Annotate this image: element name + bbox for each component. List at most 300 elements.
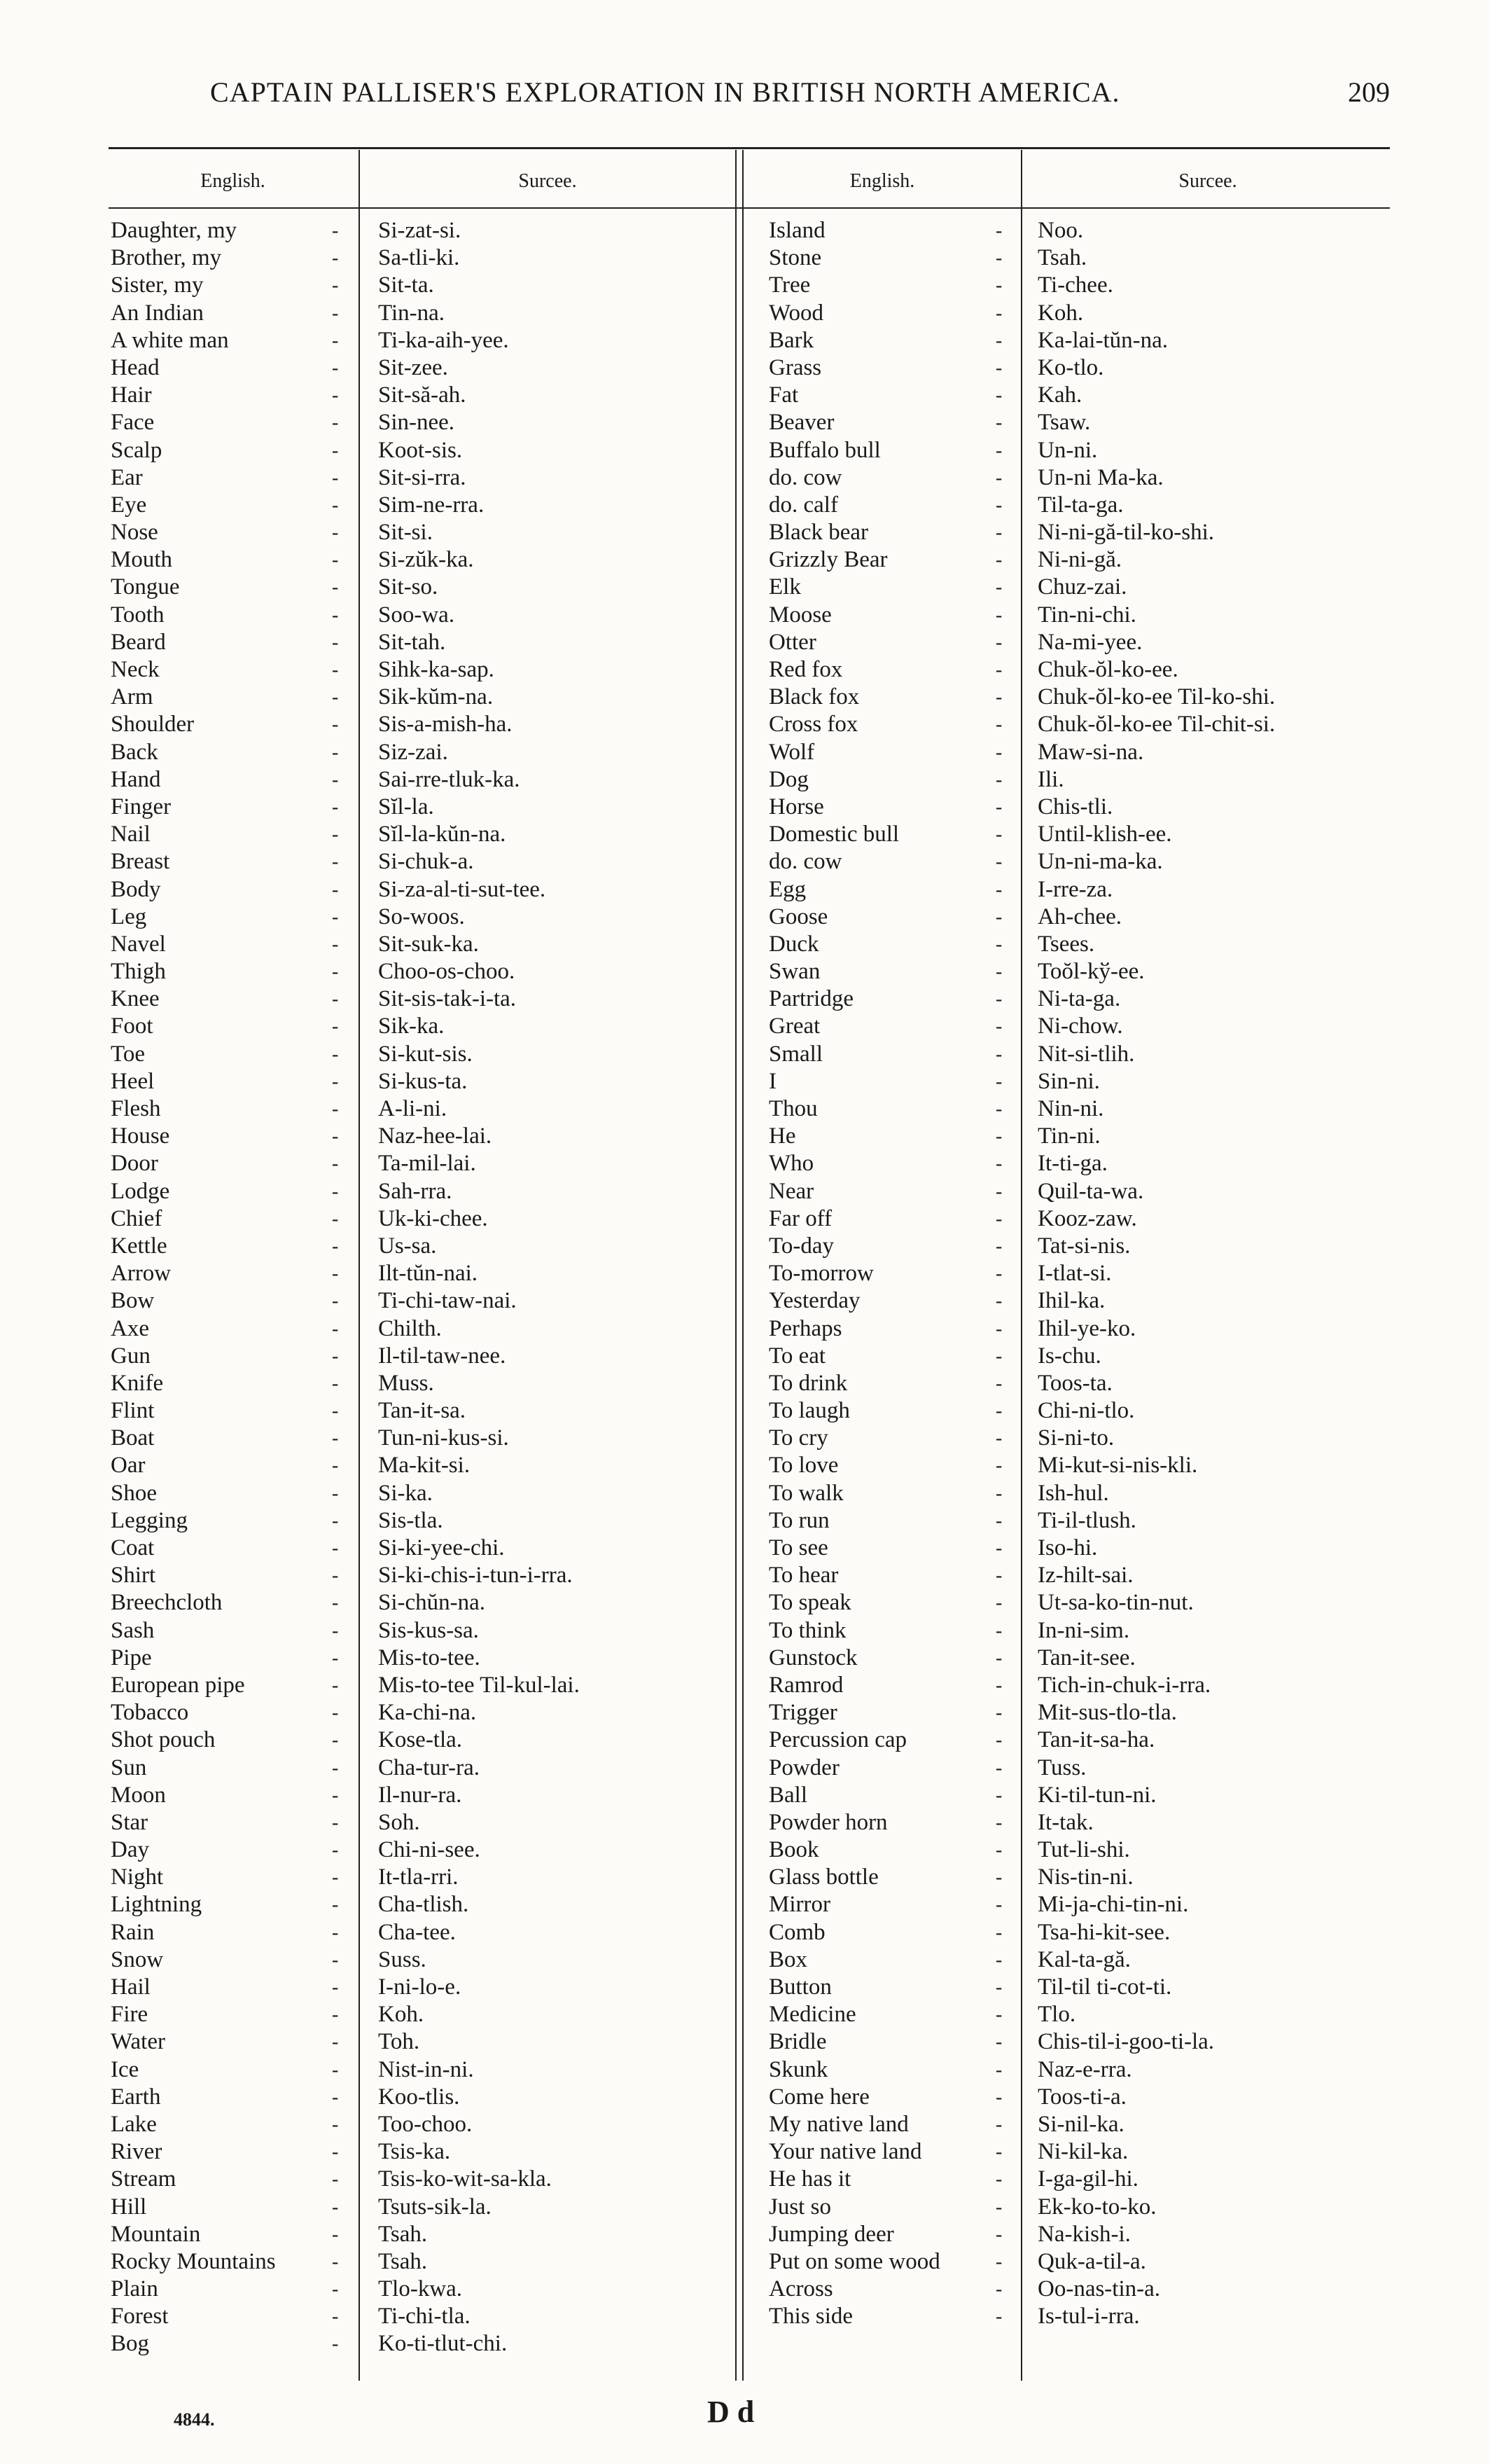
surcee-word: Tsees.: [1038, 931, 1095, 957]
leader-dash: -: [332, 1702, 339, 1724]
surcee-word: Si-kus-ta.: [378, 1068, 468, 1094]
leader-dash: -: [996, 1180, 1003, 1203]
vocabulary-row: [769, 354, 1392, 382]
leader-dash: -: [996, 275, 1003, 297]
surcee-word: Oo-nas-tin-a.: [1038, 2276, 1161, 2302]
surcee-word: Sihk-ka-sap.: [378, 657, 494, 682]
surcee-word: Ihil-ka.: [1038, 1288, 1106, 1314]
english-word: To love: [769, 1453, 839, 1479]
leader-dash: -: [332, 851, 339, 873]
surcee-word: So-woos.: [378, 904, 465, 929]
leader-dash: -: [996, 2113, 1003, 2136]
vocabulary-row: [769, 1589, 1392, 1617]
vocabulary-row: [769, 958, 1392, 985]
surcee-word: Choo-os-choo.: [378, 959, 515, 985]
vocabulary-row: [111, 739, 727, 766]
english-word: Bow: [111, 1288, 155, 1314]
vocabulary-row: [111, 1836, 727, 1864]
leader-dash: -: [332, 604, 339, 626]
english-word: To-day: [769, 1233, 834, 1259]
english-word: Moon: [111, 1782, 166, 1808]
vocabulary-row: [769, 464, 1392, 492]
leader-dash: -: [332, 247, 339, 270]
surcee-word: Si-ni-to.: [1038, 1425, 1115, 1451]
leader-dash: -: [332, 1207, 339, 1230]
column-header-english-left: English.: [200, 170, 265, 192]
vocabulary-row: [769, 1782, 1392, 1809]
english-word: Rocky Mountains: [111, 2248, 276, 2274]
leader-dash: -: [332, 1592, 339, 1614]
leader-dash: -: [996, 2004, 1003, 2026]
surcee-word: Tsah.: [378, 2248, 428, 2274]
vocabulary-row: [111, 848, 727, 875]
leader-dash: -: [332, 1729, 339, 1752]
surcee-word: Sĭl-la.: [378, 794, 434, 819]
english-word: Hand: [111, 766, 161, 792]
surcee-word: Ki-til-tun-ni.: [1038, 1782, 1157, 1808]
leader-dash: -: [996, 1867, 1003, 1889]
leader-dash: -: [332, 1400, 339, 1423]
leader-dash: -: [332, 988, 339, 1011]
surcee-word: Nis-tin-ni.: [1038, 1864, 1134, 1890]
surcee-word: Sit-zee.: [378, 354, 448, 380]
surcee-word: Kal-ta-gă.: [1038, 1946, 1131, 1972]
english-word: Bridle: [769, 2029, 827, 2055]
leader-dash: -: [332, 2168, 339, 2191]
vocabulary-row: [111, 2138, 727, 2166]
surcee-word: Sin-ni.: [1038, 1068, 1100, 1094]
english-word: Day: [111, 1837, 149, 1863]
vocabulary-row: [111, 437, 727, 464]
vocabulary-row: [111, 327, 727, 354]
header-rule: [109, 207, 1390, 209]
leader-dash: -: [332, 466, 339, 489]
english-word: To eat: [769, 1343, 826, 1369]
english-word: To walk: [769, 1480, 844, 1506]
vocabulary-row: [769, 821, 1392, 848]
surcee-word: Cha-tur-ra.: [378, 1754, 480, 1780]
surcee-word: It-tak.: [1038, 1809, 1094, 1835]
surcee-word: Ko-ti-tlut-chi.: [378, 2331, 508, 2357]
surcee-word: Sit-suk-ka.: [378, 931, 479, 957]
vocabulary-row: [769, 1123, 1392, 1150]
vocabulary-row: [111, 492, 727, 519]
leader-dash: -: [332, 1565, 339, 1587]
surcee-word: Sis-tla.: [378, 1507, 443, 1533]
vocabulary-row: [111, 1864, 727, 1891]
surcee-word: Tsis-ko-wit-sa-kla.: [378, 2166, 552, 2192]
surcee-word: Sa-tli-ki.: [378, 245, 460, 271]
english-word: Fat: [769, 382, 799, 408]
surcee-word: Il-nur-ra.: [378, 1782, 462, 1808]
vocabulary-row: [769, 1974, 1392, 2001]
surcee-word: Tsis-ka.: [378, 2139, 451, 2165]
english-word: Moose: [769, 602, 832, 628]
english-word: Button: [769, 1974, 832, 2000]
leader-dash: -: [332, 2031, 339, 2054]
leader-dash: -: [996, 1070, 1003, 1093]
vocabulary-row: [111, 382, 727, 409]
vocabulary-row: [111, 1645, 727, 1672]
surcee-word: Ti-il-tlush.: [1038, 1507, 1136, 1533]
english-word: Knee: [111, 986, 160, 1012]
english-word: Yesterday: [769, 1288, 861, 1314]
english-word: Sister, my: [111, 272, 204, 298]
leader-dash: -: [996, 1317, 1003, 1340]
english-word: Powder horn: [769, 1809, 888, 1835]
surcee-word: Tun-ni-kus-si.: [378, 1425, 509, 1451]
vocabulary-row: [111, 1013, 727, 1040]
vocabulary-row: [111, 2001, 727, 2028]
english-word: Sash: [111, 1617, 155, 1643]
surcee-word: Si-nil-ka.: [1038, 2111, 1125, 2137]
english-word: do. cow: [769, 849, 842, 875]
english-word: Forest: [111, 2304, 169, 2330]
vocabulary-row: [769, 1507, 1392, 1535]
surcee-word: Too-choo.: [378, 2111, 473, 2137]
english-word: Earth: [111, 2084, 161, 2110]
vocabulary-row: [111, 1095, 727, 1123]
english-word: Legging: [111, 1507, 188, 1533]
leader-dash: -: [996, 2278, 1003, 2301]
surcee-word: Il-til-taw-nee.: [378, 1343, 506, 1369]
english-word: To-morrow: [769, 1261, 874, 1287]
surcee-word: Koo-tlis.: [378, 2084, 460, 2110]
english-word: To cry: [769, 1425, 828, 1451]
leader-dash: -: [996, 1455, 1003, 1477]
leader-dash: -: [996, 1400, 1003, 1423]
leader-dash: -: [332, 1345, 339, 1367]
vocabulary-row: [111, 2028, 727, 2056]
english-word: Snow: [111, 1946, 164, 1972]
leader-dash: -: [996, 1098, 1003, 1120]
surcee-word: Cha-tee.: [378, 1919, 456, 1945]
english-word: Powder: [769, 1754, 840, 1780]
english-word: Who: [769, 1151, 814, 1177]
surcee-word: Chi-ni-see.: [378, 1837, 480, 1863]
vocabulary-row: [769, 711, 1392, 738]
leader-dash: -: [332, 1263, 339, 1285]
leader-dash: -: [332, 1180, 339, 1203]
leader-dash: -: [332, 2278, 339, 2301]
vocabulary-row: [111, 244, 727, 272]
english-word: To speak: [769, 1590, 851, 1616]
english-word: Elk: [769, 574, 801, 600]
leader-dash: -: [996, 2031, 1003, 2054]
surcee-word: Quk-a-til-a.: [1038, 2248, 1146, 2274]
vocabulary-row: [769, 2028, 1392, 2056]
surcee-word: Ko-tlo.: [1038, 354, 1104, 380]
vocabulary-row: [111, 1617, 727, 1645]
surcee-word: Chis-til-i-goo-ti-la.: [1038, 2029, 1215, 2055]
vocabulary-row: [769, 2056, 1392, 2084]
signature-mark: D d: [707, 2395, 755, 2429]
leader-dash: -: [996, 549, 1003, 572]
english-word: Partridge: [769, 986, 854, 1012]
english-word: Head: [111, 354, 160, 380]
vocabulary-row: [111, 1507, 727, 1535]
surcee-word: Iz-hilt-sai.: [1038, 1563, 1134, 1589]
surcee-word: Koh.: [378, 2002, 424, 2028]
english-word: Navel: [111, 931, 166, 957]
english-word: Neck: [111, 657, 160, 682]
leader-dash: -: [996, 2086, 1003, 2108]
surcee-word: Sĭl-la-kŭn-na.: [378, 822, 506, 847]
leader-dash: -: [332, 1098, 339, 1120]
english-word: To hear: [769, 1563, 839, 1589]
leader-dash: -: [332, 439, 339, 462]
surcee-word: Naz-hee-lai.: [378, 1123, 492, 1149]
leader-dash: -: [996, 522, 1003, 544]
vocabulary-row: [769, 1452, 1392, 1479]
leader-dash: -: [332, 714, 339, 736]
english-word: To think: [769, 1617, 847, 1643]
leader-dash: -: [996, 220, 1003, 242]
vocabulary-row: [111, 711, 727, 738]
english-word: Medicine: [769, 2002, 856, 2028]
vocabulary-row: [111, 684, 727, 711]
english-word: Perhaps: [769, 1315, 842, 1341]
surcee-word: Til-til ti-cot-ti.: [1038, 1974, 1172, 2000]
leader-dash: -: [332, 2333, 339, 2355]
leader-dash: -: [996, 1207, 1003, 1230]
leader-dash: -: [996, 412, 1003, 434]
vocabulary-row: [769, 382, 1392, 409]
vocabulary-row: [769, 1150, 1392, 1177]
english-word: Thigh: [111, 959, 166, 985]
english-word: I: [769, 1068, 777, 1094]
vocabulary-row: [769, 437, 1392, 464]
vocabulary-row: [769, 1754, 1392, 1782]
english-word: Brother, my: [111, 245, 222, 271]
english-word: Ball: [769, 1782, 807, 1808]
leader-dash: -: [332, 933, 339, 955]
english-word: Your native land: [769, 2139, 922, 2165]
leader-dash: -: [996, 1537, 1003, 1559]
english-word: Ice: [111, 2056, 139, 2082]
english-word: Stone: [769, 245, 822, 271]
vocabulary-row: [769, 876, 1392, 904]
english-word: Come here: [769, 2084, 870, 2110]
vocabulary-row: [769, 1809, 1392, 1836]
leader-dash: -: [996, 1565, 1003, 1587]
surcee-word: Sit-sis-tak-i-ta.: [378, 986, 517, 1012]
surcee-word: Ka-lai-tŭn-na.: [1038, 327, 1168, 353]
vocabulary-row: [111, 2056, 727, 2084]
leader-dash: -: [332, 686, 339, 709]
surcee-word: Un-ni Ma-ka.: [1038, 464, 1164, 490]
leader-dash: -: [996, 1482, 1003, 1504]
vocabulary-row: [111, 1809, 727, 1836]
surcee-word: Tsaw.: [1038, 410, 1091, 436]
vocabulary-row: [111, 217, 727, 244]
english-word: Face: [111, 410, 155, 436]
english-word: Hail: [111, 1974, 151, 2000]
english-word: Night: [111, 1864, 164, 1890]
vocabulary-row: [111, 629, 727, 656]
leader-dash: -: [332, 2141, 339, 2164]
english-word: Near: [769, 1178, 814, 1204]
vocabulary-row: [769, 1370, 1392, 1397]
leader-dash: -: [332, 2086, 339, 2108]
english-word: Jumping deer: [769, 2221, 894, 2247]
surcee-word: Si-ki-yee-chi.: [378, 1535, 505, 1560]
leader-dash: -: [332, 2223, 339, 2245]
english-word: Knife: [111, 1370, 164, 1396]
vocabulary-row: [769, 1480, 1392, 1507]
leader-dash: -: [332, 549, 339, 572]
english-word: Egg: [769, 876, 807, 902]
vocabulary-row: [769, 1645, 1392, 1672]
leader-dash: -: [996, 2306, 1003, 2328]
surcee-word: Until-klish-ee.: [1038, 822, 1172, 847]
english-word: Tooth: [111, 602, 165, 628]
english-word: European pipe: [111, 1672, 245, 1698]
vocabulary-row: [111, 1068, 727, 1095]
leader-dash: -: [332, 2306, 339, 2328]
top-rule: [109, 147, 1390, 149]
leader-dash: -: [332, 631, 339, 653]
english-word: Boat: [111, 1425, 155, 1451]
leader-dash: -: [996, 385, 1003, 407]
leader-dash: -: [996, 1043, 1003, 1065]
english-word: Glass bottle: [769, 1864, 879, 1890]
english-word: Across: [769, 2276, 833, 2302]
vocabulary-row: [111, 1397, 727, 1425]
vocabulary-row: [111, 1150, 727, 1177]
leader-dash: -: [332, 824, 339, 846]
english-word: House: [111, 1123, 170, 1149]
surcee-word: Ma-kit-si.: [378, 1453, 471, 1479]
leader-dash: -: [332, 1317, 339, 1340]
vocabulary-row: [769, 1562, 1392, 1589]
vocabulary-row: [769, 1891, 1392, 1918]
surcee-word: Tsuts-sik-la.: [378, 2194, 492, 2220]
leader-dash: -: [332, 1482, 339, 1504]
vocabulary-row: [769, 602, 1392, 629]
leader-dash: -: [332, 1153, 339, 1175]
vocabulary-row: [111, 1782, 727, 1809]
surcee-word: Naz-e-rra.: [1038, 2056, 1132, 2082]
surcee-word: Tsa-hi-kit-see.: [1038, 1919, 1171, 1945]
vocabulary-row: [111, 2084, 727, 2111]
surcee-word: Muss.: [378, 1370, 434, 1396]
surcee-word: Sah-rra.: [378, 1178, 452, 1204]
vocabulary-row: [769, 629, 1392, 656]
vocabulary-row: [111, 2221, 727, 2248]
leader-dash: -: [332, 275, 339, 297]
english-word: Flesh: [111, 1096, 161, 1121]
english-word: My native land: [769, 2111, 909, 2137]
surcee-word: I-rre-za.: [1038, 876, 1113, 902]
vocabulary-row: [111, 1535, 727, 1562]
vocabulary-row: [111, 821, 727, 848]
vocabulary-row: [111, 1726, 727, 1754]
english-word: do. calf: [769, 492, 838, 518]
vocabulary-row: [111, 1480, 727, 1507]
vocabulary-row: [769, 1068, 1392, 1095]
leader-dash: -: [996, 2168, 1003, 2191]
vocabulary-row: [769, 217, 1392, 244]
vocabulary-row: [111, 876, 727, 904]
surcee-word: Sim-ne-rra.: [378, 492, 485, 518]
leader-dash: -: [996, 1290, 1003, 1313]
surcee-word: Ni-chow.: [1038, 1013, 1123, 1039]
surcee-word: Si-ki-chis-i-tun-i-rra.: [378, 1563, 573, 1589]
surcee-word: Maw-si-na.: [1038, 739, 1144, 765]
vocabulary-row: [769, 1425, 1392, 1452]
vocabulary-row: [111, 1891, 727, 1918]
english-word: Domestic bull: [769, 822, 900, 847]
english-word: Chief: [111, 1205, 162, 1231]
surcee-word: I-ga-gil-hi.: [1038, 2166, 1139, 2192]
vocabulary-row: [111, 904, 727, 931]
leader-dash: -: [996, 1427, 1003, 1450]
vocabulary-row: [769, 848, 1392, 875]
surcee-word: Tlo-kwa.: [378, 2276, 463, 2302]
surcee-word: Ti-ka-aih-yee.: [378, 327, 509, 353]
vocabulary-row: [111, 1287, 727, 1315]
leader-dash: -: [996, 2250, 1003, 2273]
surcee-word: Ni-kil-ka.: [1038, 2139, 1129, 2165]
leader-dash: -: [332, 1674, 339, 1696]
surcee-word: Soo-wa.: [378, 602, 455, 628]
vocabulary-row: [111, 1343, 727, 1370]
vocabulary-row: [111, 2166, 727, 2193]
vocabulary-row: [111, 1370, 727, 1397]
vocabulary-row: [111, 602, 727, 629]
surcee-word: Ti-chi-tla.: [378, 2304, 471, 2330]
english-word: Dog: [769, 766, 809, 792]
surcee-word: Ah-chee.: [1038, 904, 1122, 929]
vocabulary-row: [769, 1617, 1392, 1645]
english-word: Lake: [111, 2111, 157, 2137]
leader-dash: -: [996, 2196, 1003, 2218]
leader-dash: -: [332, 1784, 339, 1806]
vocabulary-row: [111, 354, 727, 382]
english-word: Mirror: [769, 1892, 830, 1918]
surcee-word: Tin-ni.: [1038, 1123, 1101, 1149]
english-word: Flint: [111, 1398, 155, 1424]
vocabulary-row: [769, 1919, 1392, 1946]
surcee-word: Sis-a-mish-ha.: [378, 712, 513, 738]
leader-dash: -: [996, 988, 1003, 1011]
english-word: Ramrod: [769, 1672, 844, 1698]
vocabulary-row: [111, 1562, 727, 1589]
leader-dash: -: [996, 1016, 1003, 1038]
english-word: This side: [769, 2304, 854, 2330]
surcee-word: Quil-ta-wa.: [1038, 1178, 1144, 1204]
surcee-word: Tich-in-chuk-i-rra.: [1038, 1672, 1211, 1698]
leader-dash: -: [996, 851, 1003, 873]
english-word: Thou: [769, 1096, 818, 1121]
vocabulary-row: [769, 1864, 1392, 1891]
english-word: Arm: [111, 684, 153, 710]
leader-dash: -: [996, 1921, 1003, 1944]
english-word: Mouth: [111, 547, 173, 573]
vocabulary-row: [769, 519, 1392, 546]
english-word: Scalp: [111, 437, 162, 463]
divider-center-a: [735, 150, 737, 2381]
leader-dash: -: [996, 1263, 1003, 1285]
vocabulary-row: [111, 1452, 727, 1479]
vocabulary-row: [111, 1672, 727, 1699]
surcee-word: Si-zŭk-ka.: [378, 547, 474, 573]
surcee-word: Sit-si-rra.: [378, 464, 466, 490]
english-word: Island: [769, 218, 826, 243]
surcee-word: Ka-chi-na.: [378, 1700, 477, 1726]
english-word: Plain: [111, 2276, 158, 2302]
